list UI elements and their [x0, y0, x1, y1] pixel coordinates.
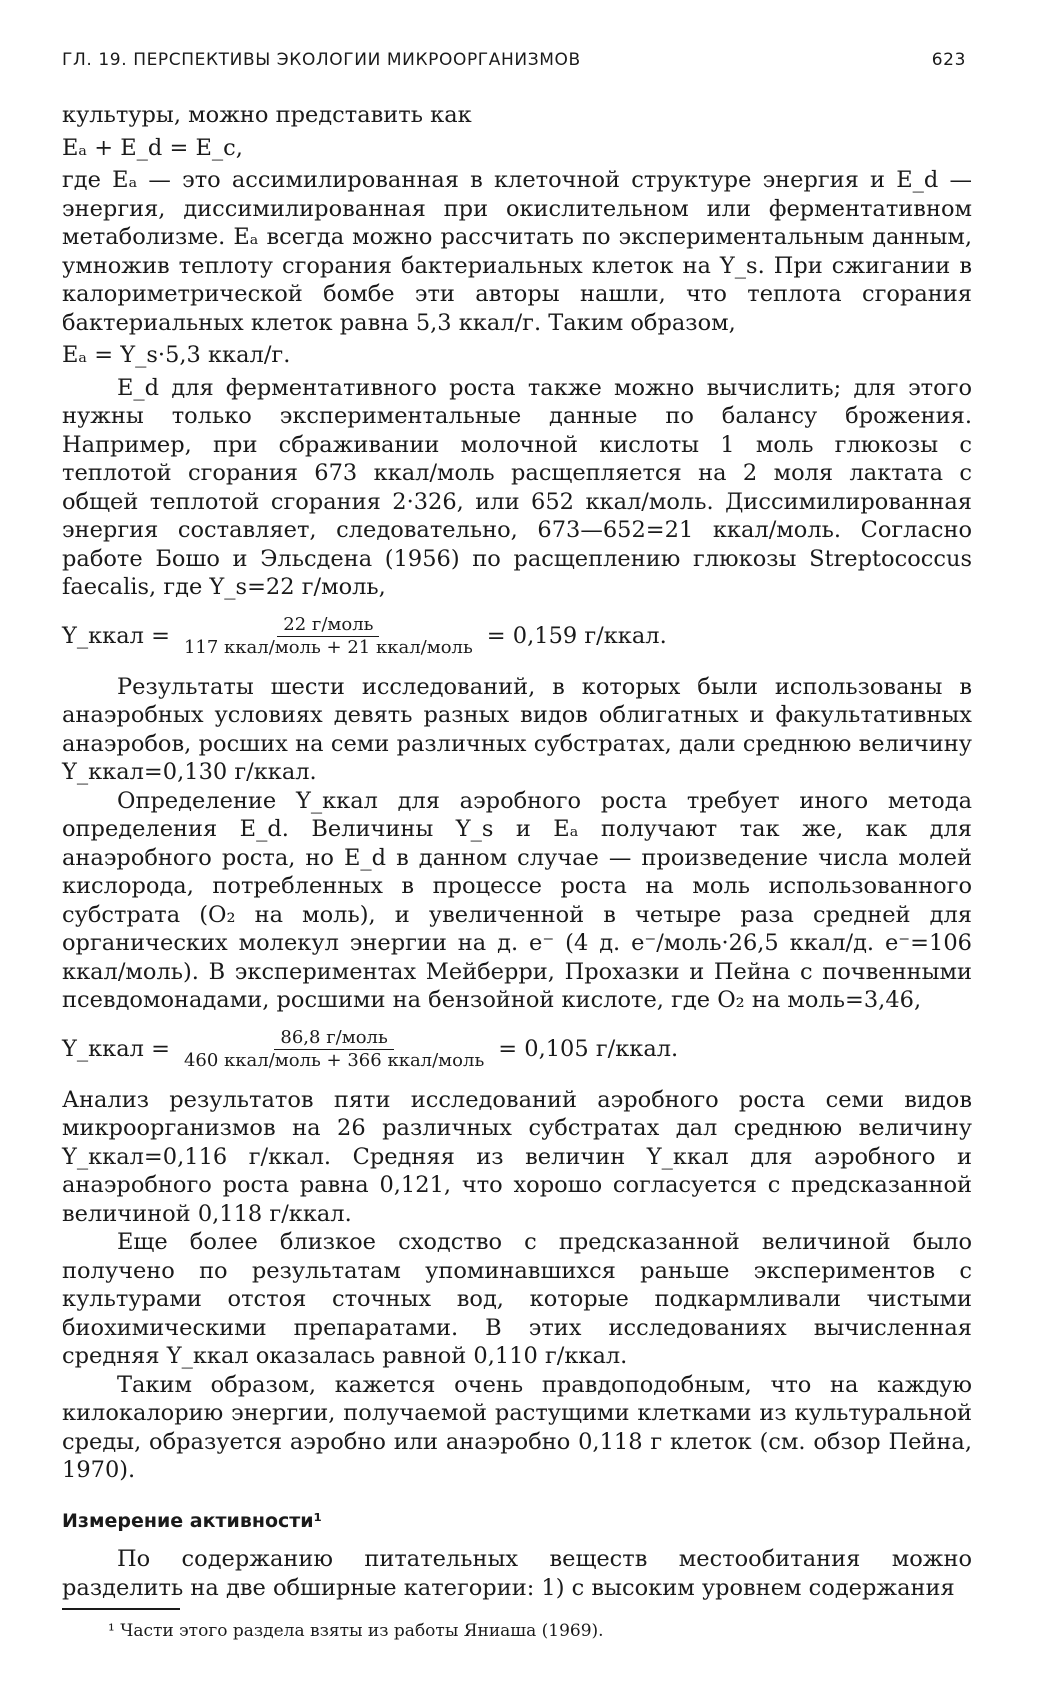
- footnote-divider: [62, 1608, 180, 1610]
- paragraph-intro: культуры, можно представить как: [62, 102, 472, 128]
- paragraph-anaerobic-results: Результаты шести исследований, в которых были использованы в анаэробных условиях девять разных видов облигатных и факультативных анаэробов, росших на семи различных субстратах, дали среднюю величину Y_ккал=0,130 г/ккал.: [62, 673, 972, 785]
- section-heading: Измерение активности¹: [62, 1509, 322, 1532]
- fraction-denominator: 117 ккал/моль + 21 ккал/моль: [183, 636, 473, 658]
- paragraph-nutrients: По содержанию питательных веществ местообитания можно разделить на две обширные категории: 1) с высоким уровнем содержания: [62, 1546, 972, 1601]
- equation-energy-balance: Eₐ + E_d = E_c,: [62, 134, 243, 161]
- fraction: [178, 1027, 490, 1072]
- equation-rhs: = 0,105 г/ккал.: [498, 1035, 679, 1062]
- fraction-numerator: 86,8 г/моль: [274, 1027, 393, 1050]
- equation-rhs: = 0,159 г/ккал.: [486, 622, 667, 649]
- paragraph-fermentation: E_d для ферментативного роста также можно вычислить; для этого нужны только экспериментальные данные по балансу брожения. Например, при сбраживании молочной кислоты 1 моль глюкозы с теплотой сгорания 673 ккал/моль расщепляется на 2 моля лактата с общей теплотой сгорания 2·326, или 652 ккал/моль. Диссимилированная энергия составляет, следовательно, 673—652=21 ккал/моль. Согласно работе Бошо и Эльсдена (1956) по расщеплению глюкозы Streptococcus faecalis, где Y_s=22 г/моль,: [62, 374, 972, 600]
- equation-assimilated-energy: Eₐ = Y_s·5,3 ккал/г.: [62, 342, 291, 368]
- fraction-denominator: 460 ккал/моль + 366 ккал/моль: [183, 1049, 485, 1071]
- fraction-numerator: 22 г/моль: [277, 614, 379, 637]
- equation-y-kcal-anaerobic: [62, 614, 972, 659]
- paragraph-aerobic-results: Анализ результатов пяти исследований аэробного роста семи видов микроорганизмов на 26 различных субстратах дал среднюю величину Y_ккал=0,116 г/ккал. Средняя из величин Y_ккал для аэробного и анаэробного роста равна 0,121, что хорошо согласуется с предсказанной величиной 0,118 г/ккал.: [62, 1086, 972, 1227]
- equation-y-kcal-aerobic: [62, 1027, 972, 1072]
- paragraph-aerobic-method: Определение Y_ккал для аэробного роста требует иного метода определения E_d. Величины Y_s и Eₐ получают так же, как для анаэробного роста, но E_d в данном случае — произведение числа молей кислорода, потребленных в процессе роста на моль использованного субстрата (O₂ на моль), и увеличенной в четыре раза средней для органических молекул энергии на д. e⁻ (4 д. e⁻/моль·26,5 ккал/д. e⁻=106 ккал/моль). В экспериментах Мейберри, Прохазки и Пейна с почвенными псевдомонадами, росшими на бензойной кислоте, где O₂ на моль=3,46,: [62, 787, 972, 1013]
- paragraph-sewage-cultures: Еще более близкое сходство с предсказанной величиной было получено по результатам упоминавшихся раньше экспериментов с культурами отстоя сточных вод, которые подкармливали чистыми биохимическими препаратами. В этих исследованиях вычисленная средняя Y_ккал оказалась равной 0,110 г/ккал.: [62, 1229, 972, 1369]
- chapter-title: ГЛ. 19. ПЕРСПЕКТИВЫ ЭКОЛОГИИ МИКРООРГАНИЗМОВ: [62, 50, 581, 70]
- page-number: 623: [931, 50, 966, 70]
- paragraph-definitions: где Eₐ — это ассимилированная в клеточной структуре энергия и E_d — энергия, диссимилированная при окислительном или ферментативном метаболизме. Eₐ всегда можно рассчитать по экспериментальным данным, умножив теплоту сгорания бактериальных клеток на Y_s. При сжигании в калориметрической бомбе эти авторы нашли, что теплота сгорания бактериальных клеток равна 5,3 ккал/г. Таким образом,: [62, 167, 972, 336]
- footnote: ¹ Части этого раздела взяты из работы Яниаша (1969).: [108, 1620, 604, 1641]
- fraction: [178, 614, 479, 659]
- equation-lhs: Y_ккал =: [62, 622, 170, 649]
- paragraph-conclusion: Таким образом, кажется очень правдоподобным, что на каждую килокалорию энергии, получаемой растущими клетками из культуральной среды, образуется аэробно или анаэробно 0,118 г клеток (см. обзор Пейна, 1970).: [62, 1371, 972, 1483]
- equation-lhs: Y_ккал =: [62, 1035, 170, 1062]
- running-header: [62, 50, 966, 80]
- page-body: [62, 101, 972, 1642]
